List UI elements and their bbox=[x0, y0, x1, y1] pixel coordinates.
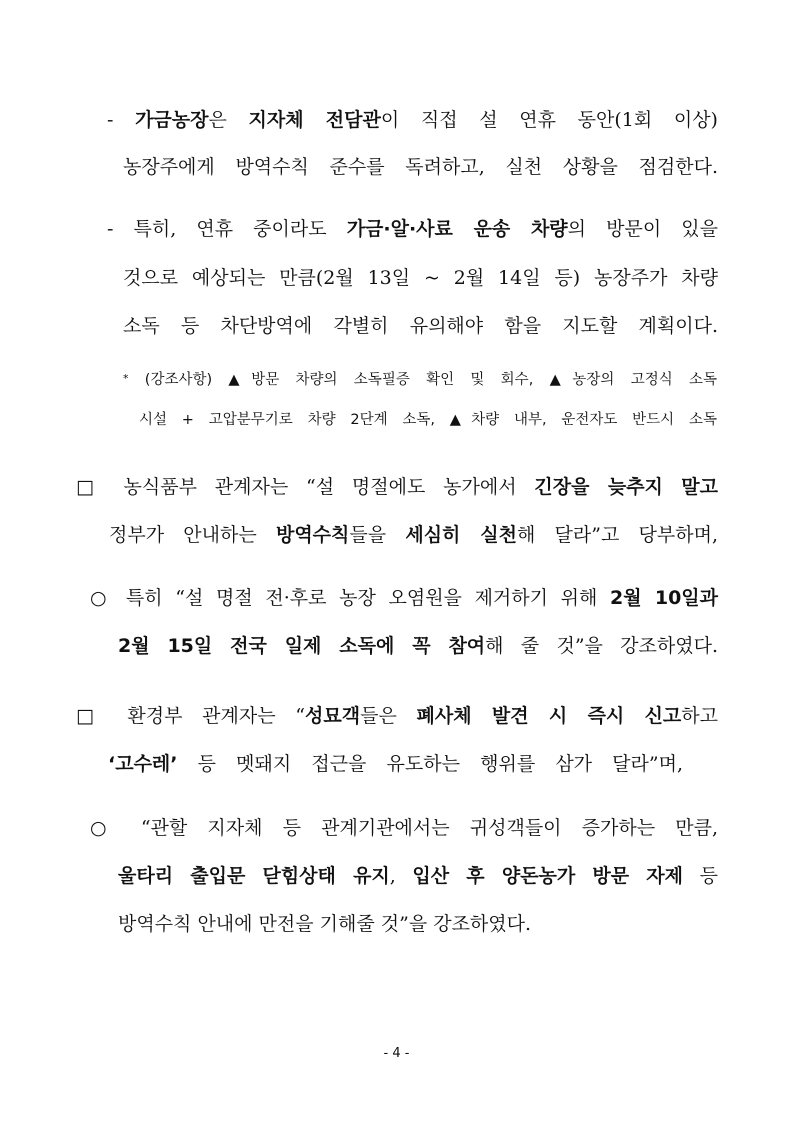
bold-text: 성묘객 bbox=[305, 705, 361, 727]
paragraph-line bbox=[76, 702, 718, 730]
bold-text: 입산 후 양돈농가 방문 자제 bbox=[412, 865, 684, 887]
text: 들을 bbox=[349, 524, 406, 546]
note-line: 시설 + 고압분무기로 차량 2단계 소독, ▲차량 내부, 운전자도 반드시 소독 bbox=[139, 412, 717, 428]
bold-text: 폐사체 발견 시 즉시 신고 bbox=[416, 705, 682, 727]
paragraph-line bbox=[118, 632, 718, 660]
text: 의 방문이 있을 bbox=[567, 218, 718, 240]
text: □ 환경부 관계자는 “ bbox=[76, 705, 306, 727]
bold-text: 세심히 실천 bbox=[405, 524, 517, 546]
paragraph-line: ○ “관할 지자체 등 관계기관에서는 귀성객들이 증가하는 만큼, bbox=[90, 817, 718, 839]
text: 정부가 안내하는 bbox=[109, 524, 276, 546]
paragraph-line: 소독 등 차단방역에 각별히 유의해야 함을 지도할 계획이다. bbox=[123, 315, 718, 337]
note-line bbox=[123, 368, 717, 391]
bold-text: ‘고수레’ bbox=[108, 753, 178, 775]
text: 해 줄 것”을 강조하였다. bbox=[485, 635, 718, 657]
text: 이 직접 설 연휴 동안(1회 이상) bbox=[380, 109, 718, 131]
paragraph-line: 농장주에게 방역수칙 준수를 독려하고, 실천 상황을 점검한다. bbox=[123, 156, 718, 178]
paragraph-line bbox=[107, 106, 718, 134]
bold-text: 2월 15일 전국 일제 소독에 꼭 참여 bbox=[118, 635, 486, 657]
text: 들은 bbox=[360, 705, 417, 727]
text: 해 달라”고 당부하며, bbox=[516, 524, 719, 546]
paragraph-line bbox=[90, 584, 718, 612]
text: 등 bbox=[683, 865, 718, 887]
paragraph-line bbox=[76, 473, 718, 501]
bold-text: 가금농장 bbox=[135, 109, 209, 131]
text: 등 멧돼지 접근을 유도하는 행위를 삼가 달라”며, bbox=[177, 753, 683, 775]
asterisk-marker: * bbox=[123, 372, 129, 385]
paragraph-line: 방역수칙 안내에 만전을 기해줄 것”을 강조하였다. bbox=[118, 913, 532, 935]
bold-text: 방역수칙 bbox=[275, 524, 350, 546]
text: , bbox=[389, 865, 413, 887]
bold-text: 2월 10일과 bbox=[610, 587, 718, 609]
paragraph-line bbox=[107, 215, 718, 243]
paragraph-line bbox=[118, 862, 718, 890]
text: 하고 bbox=[681, 705, 719, 727]
paragraph-line bbox=[108, 750, 683, 778]
bold-text: 지자체 전담관 bbox=[248, 109, 381, 131]
page-number: - 4 - bbox=[383, 1046, 410, 1061]
text: 은 bbox=[208, 109, 249, 131]
text: (강조사항) ▲방문 차량의 소독필증 확인 및 회수, ▲농장의 고정식 소독 bbox=[144, 372, 718, 388]
text: □ 농식품부 관계자는 “설 명절에도 농가에서 bbox=[76, 476, 535, 498]
text: - 특히, 연휴 중이라도 bbox=[107, 218, 347, 240]
bold-text: 울타리 출입문 닫힘상태 유지 bbox=[118, 865, 390, 887]
bold-text: 긴장을 늦추지 말고 bbox=[534, 476, 719, 498]
paragraph-line bbox=[109, 521, 718, 549]
bold-text: 가금·알·사료 운송 차량 bbox=[346, 218, 568, 240]
text: ○ 특히 “설 명절 전·후로 농장 오염원을 제거하기 위해 bbox=[90, 587, 611, 609]
dash-marker: - bbox=[107, 109, 136, 131]
paragraph-line: 것으로 예상되는 만큼(2월 13일 ~ 2월 14일 등) 농장주가 차량 bbox=[123, 267, 718, 289]
